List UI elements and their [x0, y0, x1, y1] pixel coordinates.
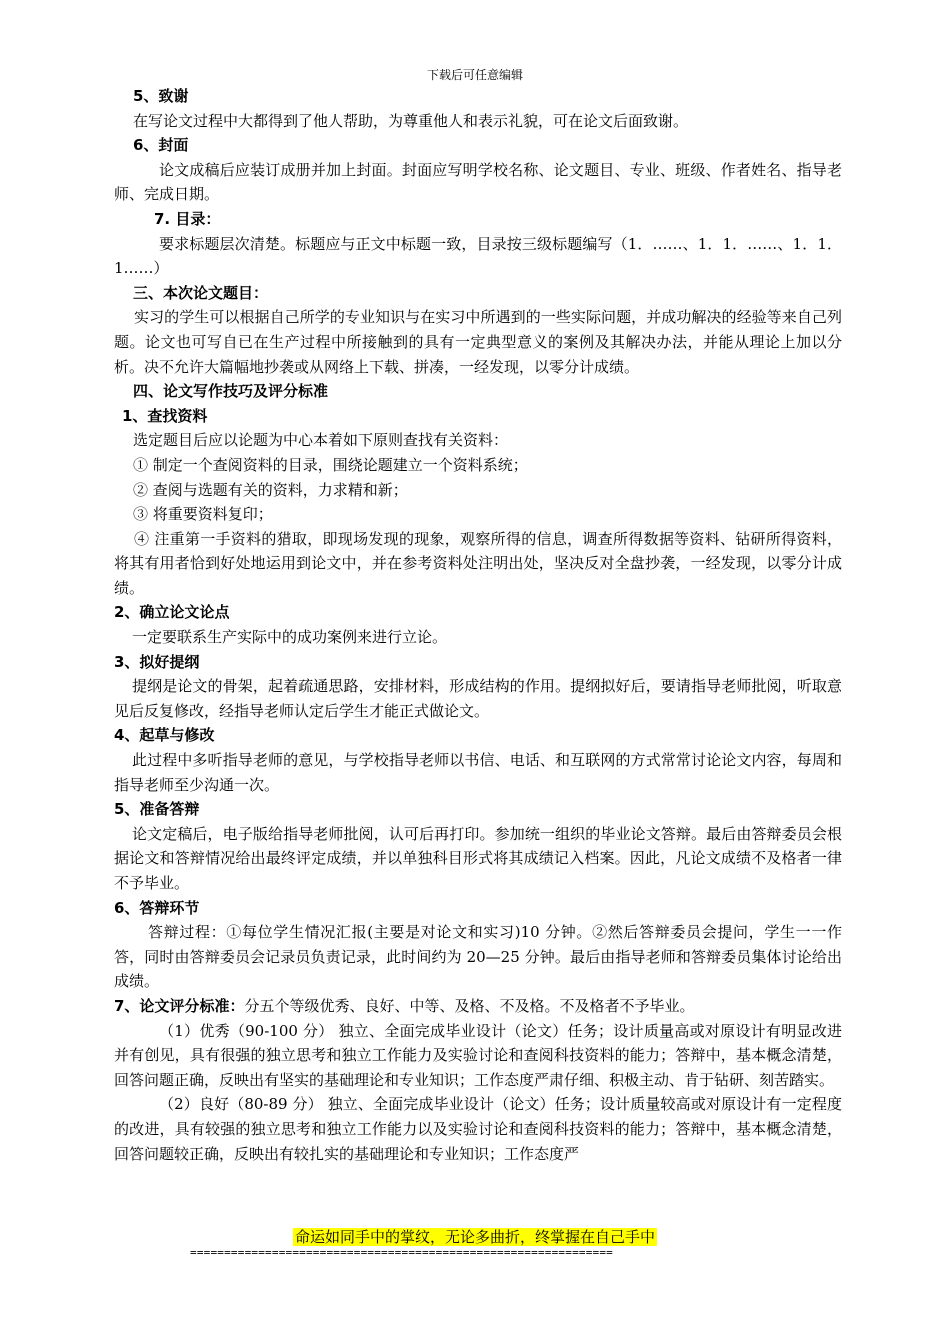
heading-defense-prep: 5、准备答辩 [114, 800, 200, 819]
list-item: ① 制定一个查阅资料的目录，围绕论题建立一个资料系统； [133, 455, 528, 474]
paragraph: 论文成稿后应装订成册并加上封面。封面应写明学校名称、论文题目、专业、班级、作者姓名、指导老师、完成日期。 [114, 160, 842, 204]
list-item: ④ 注重第一手资料的猎取，即现场发现的现象，观察所得的信息，调查所得数据等资料、钻研所得资料，将其有用者恰到好处地运用到论文中，并在参考资料处注明出处，坚决反对全盘抄袭，一经发现，以零分计成绩。 [114, 529, 842, 597]
heading-section-4: 四、论文写作技巧及评分标准 [133, 382, 329, 401]
heading-defense: 6、答辩环节 [114, 898, 200, 917]
list-item: ② 查阅与选题有关的资料，力求精和新； [133, 480, 408, 499]
paragraph: 选定题目后应以论题为中心本着如下原则查找有关资料： [133, 431, 509, 450]
paragraph: 论文定稿后，电子版给指导老师批阅，认可后再打印。参加统一组织的毕业论文答辩。最后由答辩委员会根据论文和答辩情况给出最终评定成绩，并以单独科目形式将其成绩记入档案。因此，凡论文成绩不及格者一律不予毕业。 [114, 824, 842, 892]
heading-section-3: 三、本次论文题目： [133, 283, 269, 302]
list-item: ③ 将重要资料复印； [133, 505, 273, 524]
grading-summary: 分五个等级优秀、良好、中等、及格、不及格。不及格者不予毕业。 [244, 996, 695, 1015]
grade-excellent: （1）优秀（90-100 分） 独立、全面完成毕业设计（论文）任务；设计质量高或对原设计有明显改进并有创见，具有很强的独立思考和独立工作能力及实验讨论和查阅科技资料的能力；答辩中，基本概念清楚，回答问题正确，反映出有坚实的基础理论和专业知识；工作态度严肃仔细、积极主动、肯于钻研、刻苦踏实。 [114, 1021, 842, 1089]
heading-draft: 4、起草与修改 [114, 726, 215, 745]
page-header: 下载后可任意编辑 [426, 68, 523, 82]
heading-toc: 7. 目录： [154, 209, 221, 228]
heading-outline: 3、拟好提纲 [114, 652, 200, 671]
paragraph: 提纲是论文的骨架，起着疏通思路，安排材料，形成结构的作用。提纲拟好后，要请指导老师批阅，听取意见后反复修改，经指导老师认定后学生才能正式做论文。 [114, 677, 842, 720]
heading-cover: 6、封面 [133, 136, 189, 155]
heading-find-materials: 1、查找资料 [122, 406, 208, 425]
document-body [114, 84, 842, 1166]
page-footer [0, 1226, 950, 1247]
grade-good: （2）良好（80-89 分） 独立、全面完成毕业设计（论文）任务；设计质量较高或对原设计有一定程度的改进，具有较强的独立思考和独立工作能力以及实验讨论和查阅科技资料的能力；答辩中，基本概念清楚，回答问题较正确，反映出有较扎实的基础理论和专业知识；工作态度严 [114, 1095, 842, 1163]
heading-thesis-point: 2、确立论文论点 [114, 603, 230, 622]
paragraph: 要求标题层次清楚。标题应与正文中标题一致，目录按三级标题编写（1．……、1．1．……、1．1．1……） [114, 234, 842, 278]
paragraph: 实习的学生可以根据自己所学的专业知识与在实习中所遇到的一些实际问题，并成功解决的经验等来自己列题。论文也可写自已在生产过程中所接触到的具有一定典型意义的案例及其解决办法，并能从理论上加以分析。决不允许大篇幅地抄袭或从网络上下载、拼凑，一经发现，以零分计成绩。 [114, 308, 842, 376]
paragraph: 在写论文过程中大都得到了他人帮助，为尊重他人和表示礼貌，可在论文后面致谢。 [133, 111, 689, 130]
paragraph: 一定要联系生产实际中的成功案例来进行立论。 [132, 628, 448, 647]
grading-line [114, 994, 842, 1019]
heading-acknowledgement: 5、致谢 [133, 87, 189, 105]
paragraph: 答辩过程：①每位学生情况汇报(主要是对论文和实习)10 分钟。②然后答辩委员会提问，学生一一作答，同时由答辩委员会记录员负责记录，此时间约为 20—25 分钟。最后由指导老师和答辩委员集体讨论给出成绩。 [114, 923, 842, 991]
footer-motto: 命运如同手中的掌纹，无论多曲折，终掌握在自己手中 [294, 1228, 655, 1246]
footer-divider: ============================================================== [190, 1246, 613, 1259]
paragraph: 此过程中多听指导老师的意见，与学校指导老师以书信、电话、和互联网的方式常常讨论论文内容，每周和指导老师至少沟通一次。 [114, 751, 842, 794]
heading-grading: 7、论文评分标准： [114, 996, 245, 1015]
